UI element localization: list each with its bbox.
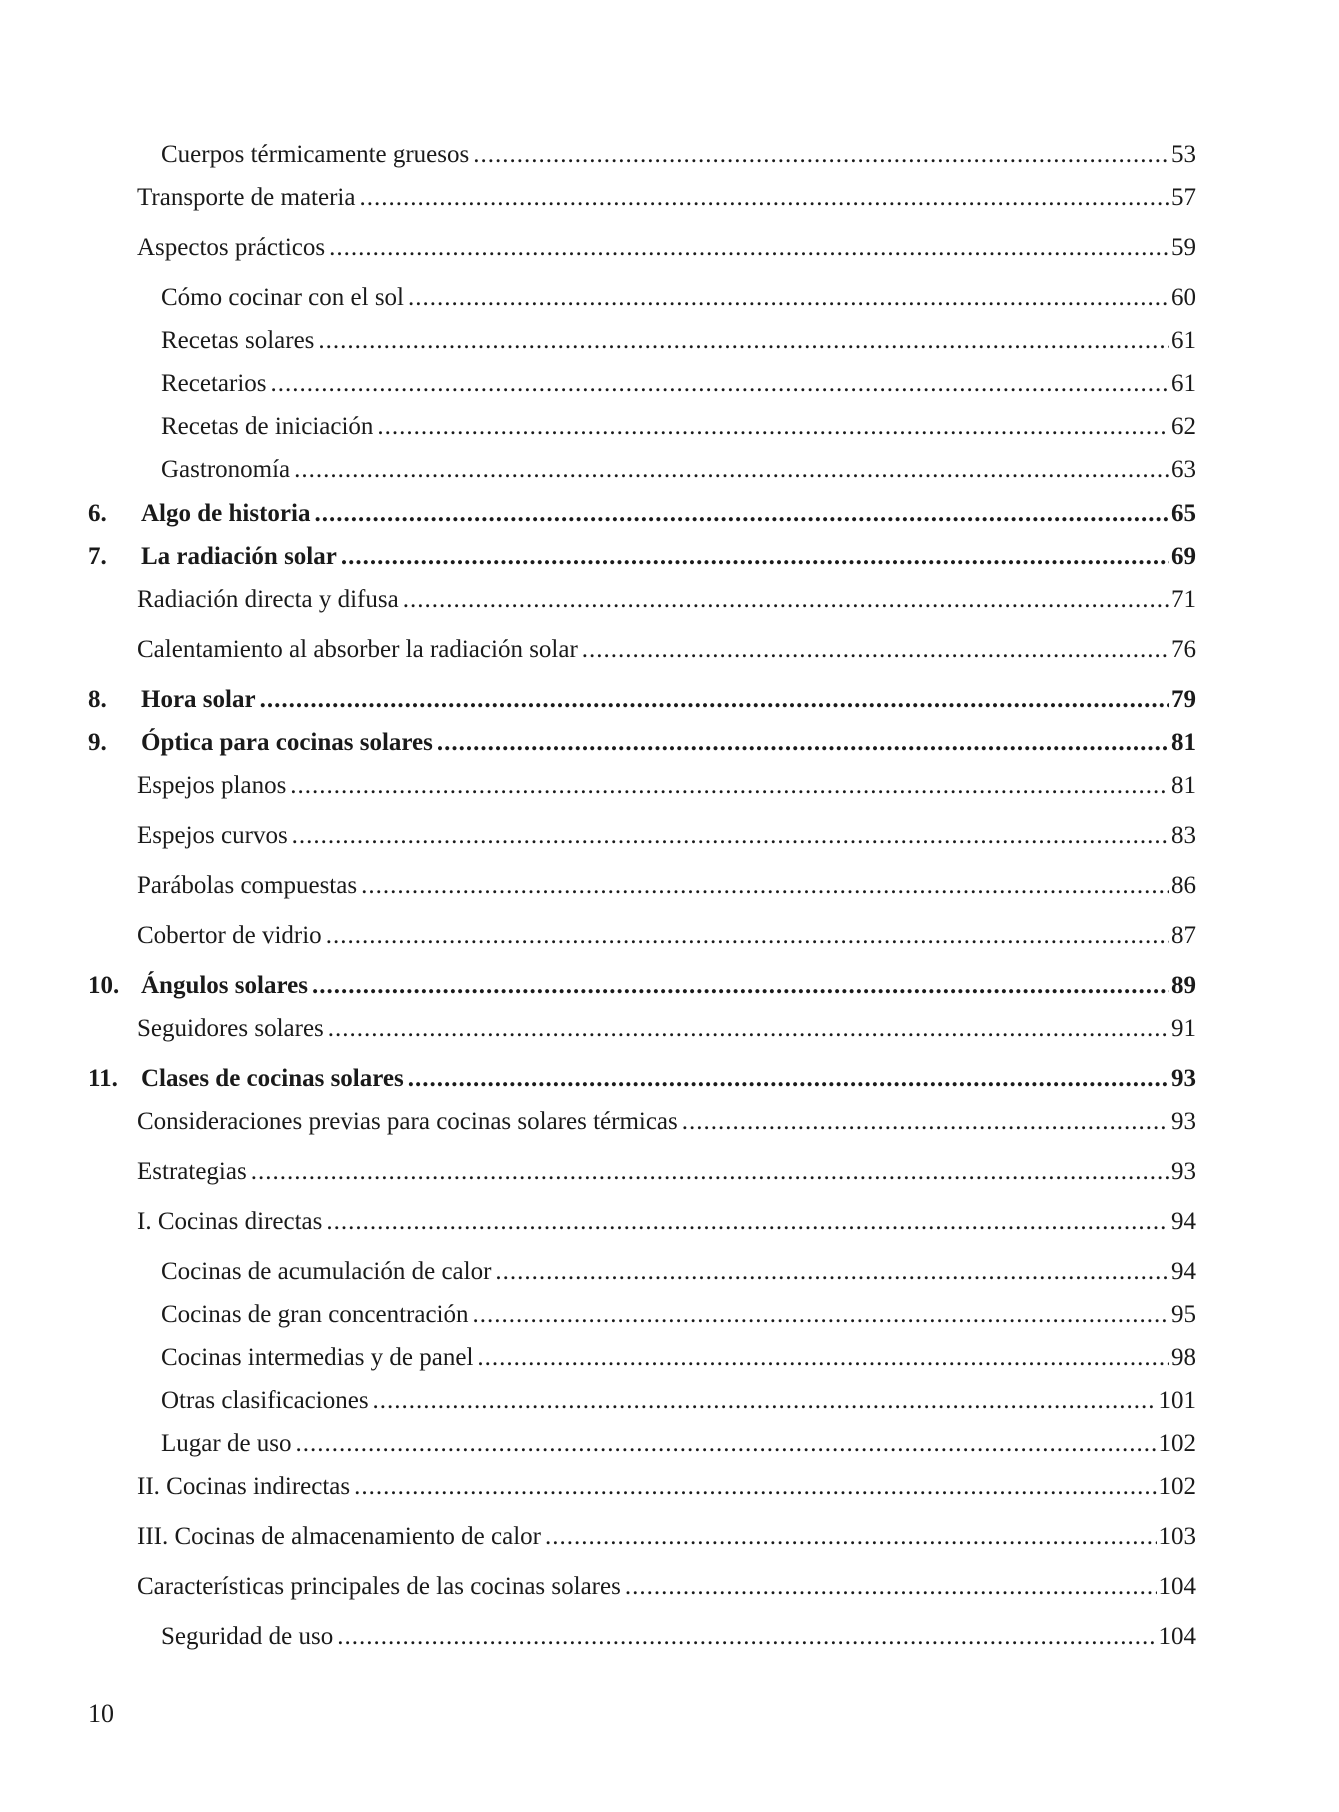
toc-title: Seguidores solares [137,1015,324,1042]
toc-entry [0,281,1339,315]
dot-leader [328,1012,1169,1046]
toc-title: Recetas solares [161,327,315,354]
toc-page-number: 89 [1171,972,1196,999]
toc-title: Espejos curvos [137,822,288,849]
dot-leader [473,138,1169,172]
dot-leader [361,869,1169,903]
toc-title: Cocinas de acumulación de calor [161,1258,492,1285]
dot-leader [312,969,1169,1003]
toc-entry [0,1155,1339,1189]
toc-page-number: 79 [1171,686,1196,713]
dot-leader [260,683,1169,717]
toc-title: Radiación directa y difusa [137,586,399,613]
toc-page-number: 61 [1171,327,1196,354]
toc-page-number: 103 [1158,1523,1196,1550]
page-number: 10 [88,1699,114,1728]
toc-entry [0,769,1339,803]
toc-entry [0,583,1339,617]
dot-leader [495,1255,1169,1289]
toc-page-number: 61 [1171,370,1196,397]
toc-page-number: 81 [1171,772,1196,799]
toc-title: Parábolas compuestas [137,872,358,899]
toc-title: Características principales de las cocinas solares [137,1573,621,1600]
toc-title: Hora solar [141,686,256,713]
toc-chapter [0,969,1339,1003]
toc-page-number: 65 [1171,500,1196,527]
toc-title: Consideraciones previas para cocinas solares térmicas [137,1108,678,1135]
dot-leader [296,1427,1157,1461]
toc-entry [0,1255,1339,1289]
toc-page-number: 94 [1171,1258,1196,1285]
toc-page-number: 95 [1171,1301,1196,1328]
toc-chapter [0,683,1339,717]
toc-page-number: 101 [1158,1387,1196,1414]
dot-leader [292,819,1169,853]
toc-page-number: 81 [1171,729,1196,756]
toc-entry [0,1470,1339,1504]
toc-page-number: 63 [1171,456,1196,483]
toc-title: Óptica para cocinas solares [141,729,433,756]
dot-leader [408,1062,1169,1096]
toc-page-number: 62 [1171,413,1196,440]
toc-page-number: 76 [1171,636,1196,663]
dot-leader [290,769,1169,803]
toc-title: I. Cocinas directas [137,1208,323,1235]
toc-entry [0,633,1339,667]
toc-page-number: 53 [1171,141,1196,168]
toc-page-number: 60 [1171,284,1196,311]
toc-title: III. Cocinas de almacenamiento de calor [137,1523,541,1550]
dot-leader [354,1470,1156,1504]
toc-page-number: 59 [1171,234,1196,261]
toc-page-number: 69 [1171,543,1196,570]
toc-chapter-number: 6. [88,500,107,527]
toc-page-number: 86 [1171,872,1196,899]
toc-title: Cómo cocinar con el sol [161,284,404,311]
toc-title: Cobertor de vidrio [137,922,322,949]
toc-title: Calentamiento al absorber la radiación solar [137,636,578,663]
toc-title: Aspectos prácticos [137,234,326,261]
toc-entry [0,231,1339,265]
toc-entry [0,1520,1339,1554]
toc-title: Transporte de materia [137,184,356,211]
toc-entry [0,138,1339,172]
toc-title: Estrategias [137,1158,247,1185]
dot-leader [314,497,1169,531]
dot-leader [326,1205,1169,1239]
toc-chapter [0,726,1339,760]
dot-leader [682,1105,1169,1139]
toc-entry [0,919,1339,953]
toc-page-number: 87 [1171,922,1196,949]
dot-leader [377,410,1169,444]
toc-page-number: 104 [1158,1623,1196,1650]
toc-entry [0,1298,1339,1332]
dot-leader [477,1341,1169,1375]
toc-title: II. Cocinas indirectas [137,1473,351,1500]
dot-leader [329,231,1169,265]
dot-leader [337,1620,1156,1654]
toc-title: Ángulos solares [141,972,308,999]
toc-page-number: 93 [1171,1065,1196,1092]
toc-page-number: 91 [1171,1015,1196,1042]
toc-title: Gastronomía [161,456,291,483]
dot-leader [271,367,1169,401]
toc-entry [0,869,1339,903]
toc-entry [0,1205,1339,1239]
toc-page-number: 93 [1171,1108,1196,1135]
dot-leader [341,540,1169,574]
toc-entry [0,453,1339,487]
toc-title: La radiación solar [141,543,337,570]
toc-chapter-number: 8. [88,686,107,713]
toc-chapter [0,540,1339,574]
toc-title: Algo de historia [141,500,311,527]
toc-entry [0,410,1339,444]
toc-entry [0,367,1339,401]
dot-leader [373,1384,1157,1418]
toc-page-number: 102 [1158,1430,1196,1457]
toc-page-number: 98 [1171,1344,1196,1371]
toc-title: Cocinas de gran concentración [161,1301,469,1328]
dot-leader [294,453,1169,487]
toc-entry [0,1012,1339,1046]
toc-entry [0,1105,1339,1139]
toc-title: Espejos planos [137,772,287,799]
dot-leader [625,1570,1157,1604]
dot-leader [437,726,1169,760]
toc-title: Lugar de uso [161,1430,292,1457]
toc-title: Cuerpos térmicamente gruesos [161,141,470,168]
dot-leader [473,1298,1169,1332]
toc-page-number: 102 [1158,1473,1196,1500]
toc-title: Clases de cocinas solares [141,1065,404,1092]
toc-entry [0,1570,1339,1604]
dot-leader [251,1155,1169,1189]
toc-page-number: 94 [1171,1208,1196,1235]
toc-title: Recetarios [161,370,267,397]
dot-leader [582,633,1169,667]
toc-chapter-number: 10. [88,972,120,999]
toc-chapter [0,497,1339,531]
toc-entry [0,1427,1339,1461]
toc-chapter-number: 11. [88,1065,118,1092]
dot-leader [545,1520,1157,1554]
toc-page-number: 83 [1171,822,1196,849]
toc-entry [0,1341,1339,1375]
toc-chapter-number: 7. [88,543,107,570]
toc-title: Otras clasificaciones [161,1387,369,1414]
toc-entry [0,1620,1339,1654]
toc-title: Cocinas intermedias y de panel [161,1344,474,1371]
toc-page-number: 104 [1158,1573,1196,1600]
toc-entry [0,181,1339,215]
toc-page-number: 93 [1171,1158,1196,1185]
toc-page-number: 71 [1171,586,1196,613]
toc-chapter-number: 9. [88,729,107,756]
dot-leader [408,281,1169,315]
toc-chapter [0,1062,1339,1096]
dot-leader [403,583,1169,617]
toc-title: Recetas de iniciación [161,413,374,440]
toc-title: Seguridad de uso [161,1623,334,1650]
toc-entry [0,324,1339,358]
toc-entry [0,819,1339,853]
dot-leader [359,181,1169,215]
toc-page-number: 57 [1171,184,1196,211]
dot-leader [318,324,1169,358]
toc-entry [0,1384,1339,1418]
dot-leader [326,919,1169,953]
